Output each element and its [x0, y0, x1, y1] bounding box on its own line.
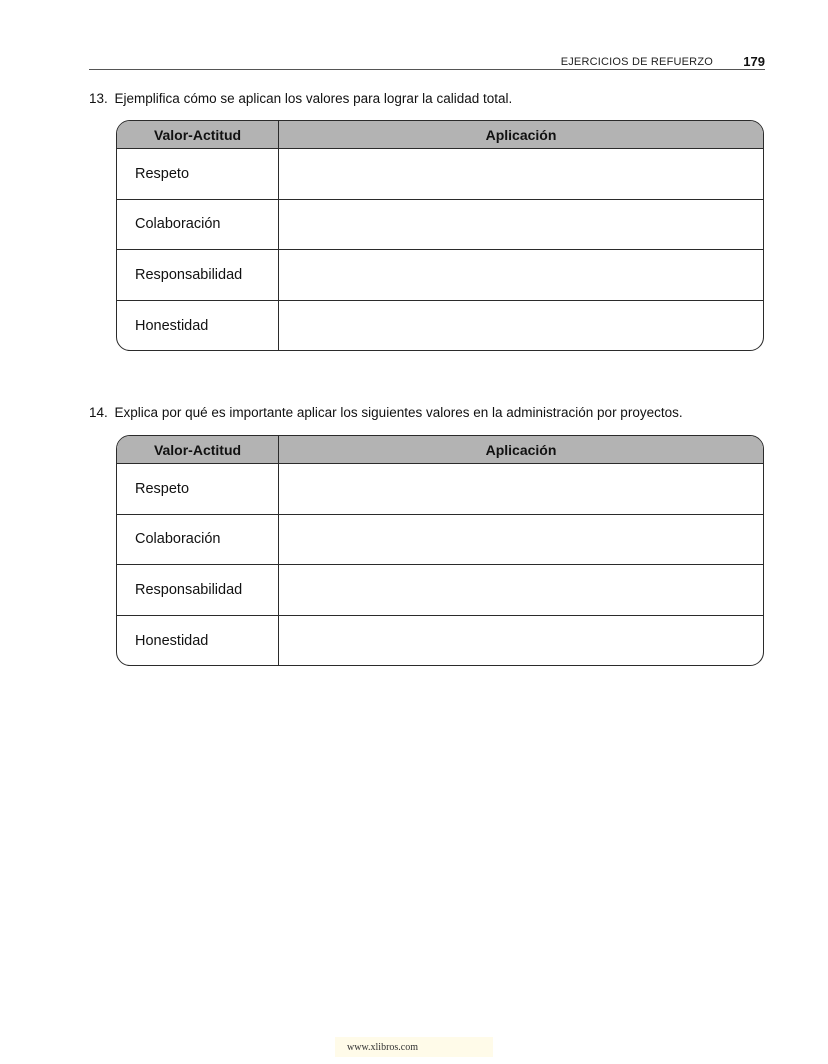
answer-cell[interactable]	[279, 515, 763, 565]
column-header-aplicacion: Aplicación	[485, 126, 557, 143]
table-row	[117, 301, 763, 352]
row-label: Responsabilidad	[117, 565, 279, 615]
row-label: Colaboración	[117, 515, 279, 565]
footer-url: www.xlibros.com	[347, 1042, 419, 1053]
answer-cell[interactable]	[279, 200, 763, 250]
row-label: Honestidad	[117, 616, 279, 667]
answer-cell[interactable]	[279, 301, 763, 352]
table-row	[117, 464, 763, 515]
worksheet-table-14	[116, 435, 764, 666]
table-row	[117, 250, 763, 301]
worksheet-table-13	[116, 120, 764, 351]
question-text: Ejemplifica cómo se aplican los valores para lograr la calidad total.	[114, 91, 513, 106]
row-label: Responsabilidad	[117, 250, 279, 300]
table-row	[117, 149, 763, 200]
row-label: Honestidad	[117, 301, 279, 352]
section-title: EJERCICIOS DE REFUERZO	[560, 56, 713, 68]
answer-cell[interactable]	[279, 250, 763, 300]
answer-cell[interactable]	[279, 149, 763, 199]
answer-cell[interactable]	[279, 464, 763, 514]
question-text: Explica por qué es importante aplicar los siguientes valores en la administración por proyectos.	[114, 405, 683, 420]
row-label: Colaboración	[117, 200, 279, 250]
row-label: Respeto	[117, 464, 279, 514]
question-number: 14.	[89, 405, 108, 420]
table-row	[117, 200, 763, 251]
table-header	[117, 436, 763, 464]
page-number: 179	[743, 54, 765, 69]
page-footer	[335, 1037, 493, 1057]
table-row	[117, 616, 763, 667]
column-header-aplicacion: Aplicación	[485, 441, 557, 458]
answer-cell[interactable]	[279, 616, 763, 667]
question-13	[89, 91, 512, 106]
table-header	[117, 121, 763, 149]
question-number: 13.	[89, 91, 108, 106]
question-14	[89, 405, 683, 420]
column-header-valor: Valor-Actitud	[117, 436, 279, 463]
table-row	[117, 565, 763, 616]
column-header-valor: Valor-Actitud	[117, 121, 279, 148]
table-row	[117, 515, 763, 566]
answer-cell[interactable]	[279, 565, 763, 615]
page-header	[89, 53, 765, 70]
row-label: Respeto	[117, 149, 279, 199]
